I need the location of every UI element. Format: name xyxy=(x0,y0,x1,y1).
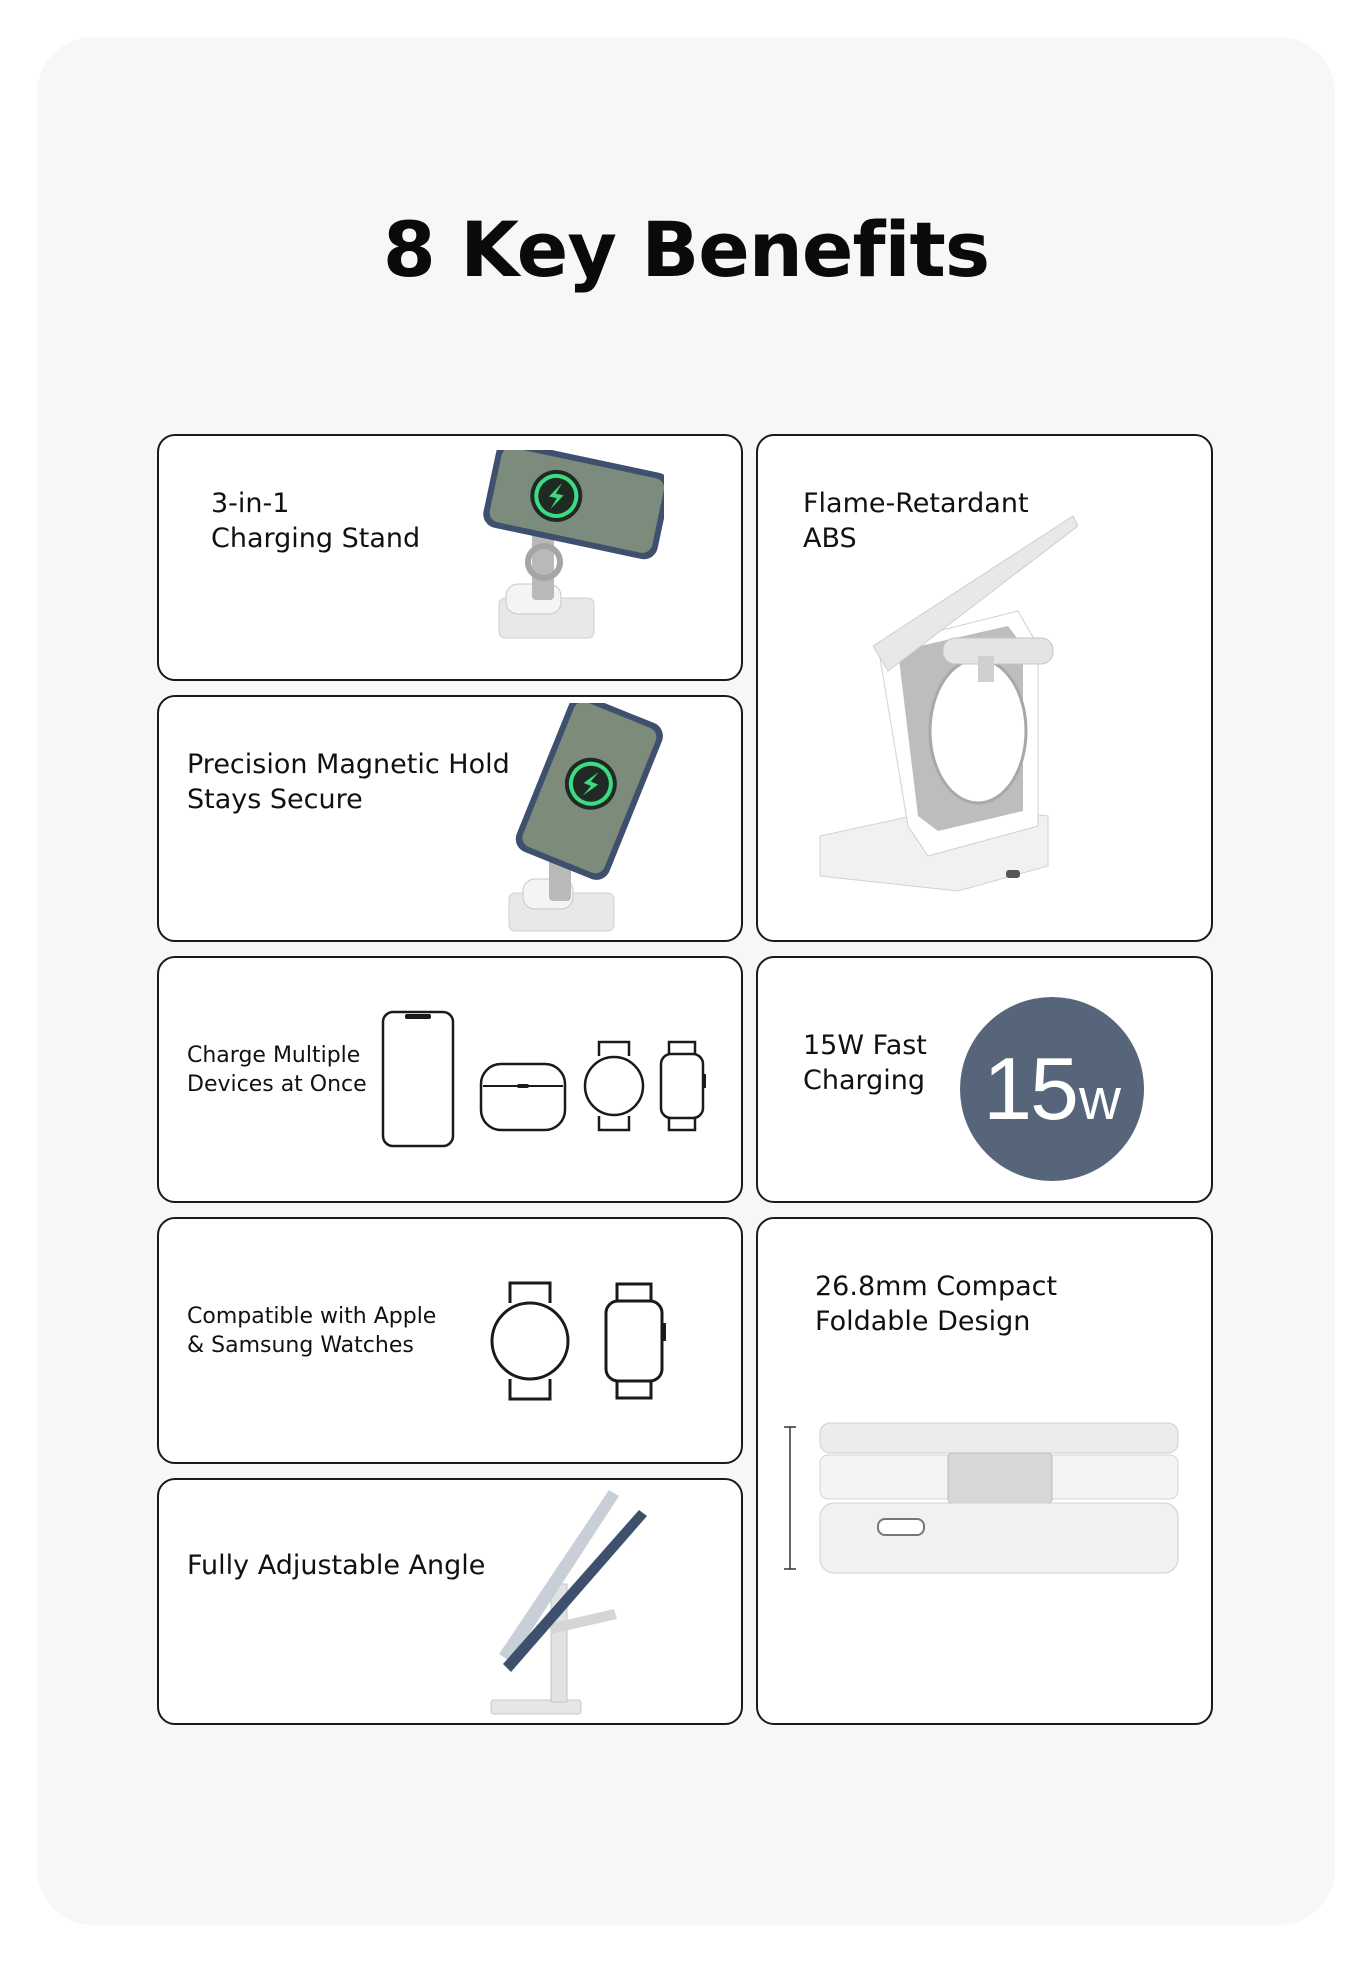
charging-stand-image xyxy=(464,450,664,670)
card-title: Charge Multiple Devices at Once xyxy=(187,1043,367,1097)
square-watch-outline-icon xyxy=(659,1040,707,1132)
card-title: 15W Fast Charging xyxy=(803,1030,927,1097)
card-adjustable-angle xyxy=(157,1478,743,1725)
square-watch-outline-icon xyxy=(603,1281,669,1401)
card-flame-retardant-abs xyxy=(756,434,1213,942)
card-3in1-charging-stand xyxy=(157,434,743,681)
card-title: 3-in-1 Charging Stand xyxy=(211,488,421,555)
round-watch-outline-icon xyxy=(489,1279,571,1403)
card-magnetic-hold xyxy=(157,695,743,942)
15w-badge xyxy=(960,997,1144,1181)
card-title: Flame-Retardant ABS xyxy=(803,488,1029,555)
card-compatible-watches xyxy=(157,1217,743,1464)
round-watch-outline-icon xyxy=(583,1038,645,1134)
phone-outline-icon xyxy=(381,1010,455,1148)
card-title: 26.8mm Compact Foldable Design xyxy=(815,1271,1058,1338)
card-charge-multiple xyxy=(157,956,743,1203)
card-15w-fast-charging xyxy=(756,956,1213,1203)
folded-stand-image xyxy=(818,496,1148,916)
folded-side-view-image xyxy=(818,1421,1180,1575)
earbuds-case-outline-icon xyxy=(479,1062,567,1132)
card-title: Fully Adjustable Angle xyxy=(187,1550,486,1581)
card-compact-foldable xyxy=(756,1217,1213,1725)
thickness-dimension-line xyxy=(780,1425,800,1571)
card-title: Compatible with Apple & Samsung Watches xyxy=(187,1304,437,1358)
card-title: Precision Magnetic Hold Stays Secure xyxy=(187,749,510,816)
badge-unit: w xyxy=(1079,1067,1121,1132)
page-title: 8 Key Benefits xyxy=(382,205,990,294)
magnetic-stand-image xyxy=(489,703,669,939)
badge-number: 15 xyxy=(983,1039,1077,1138)
adjustable-stand-image xyxy=(489,1484,659,1720)
